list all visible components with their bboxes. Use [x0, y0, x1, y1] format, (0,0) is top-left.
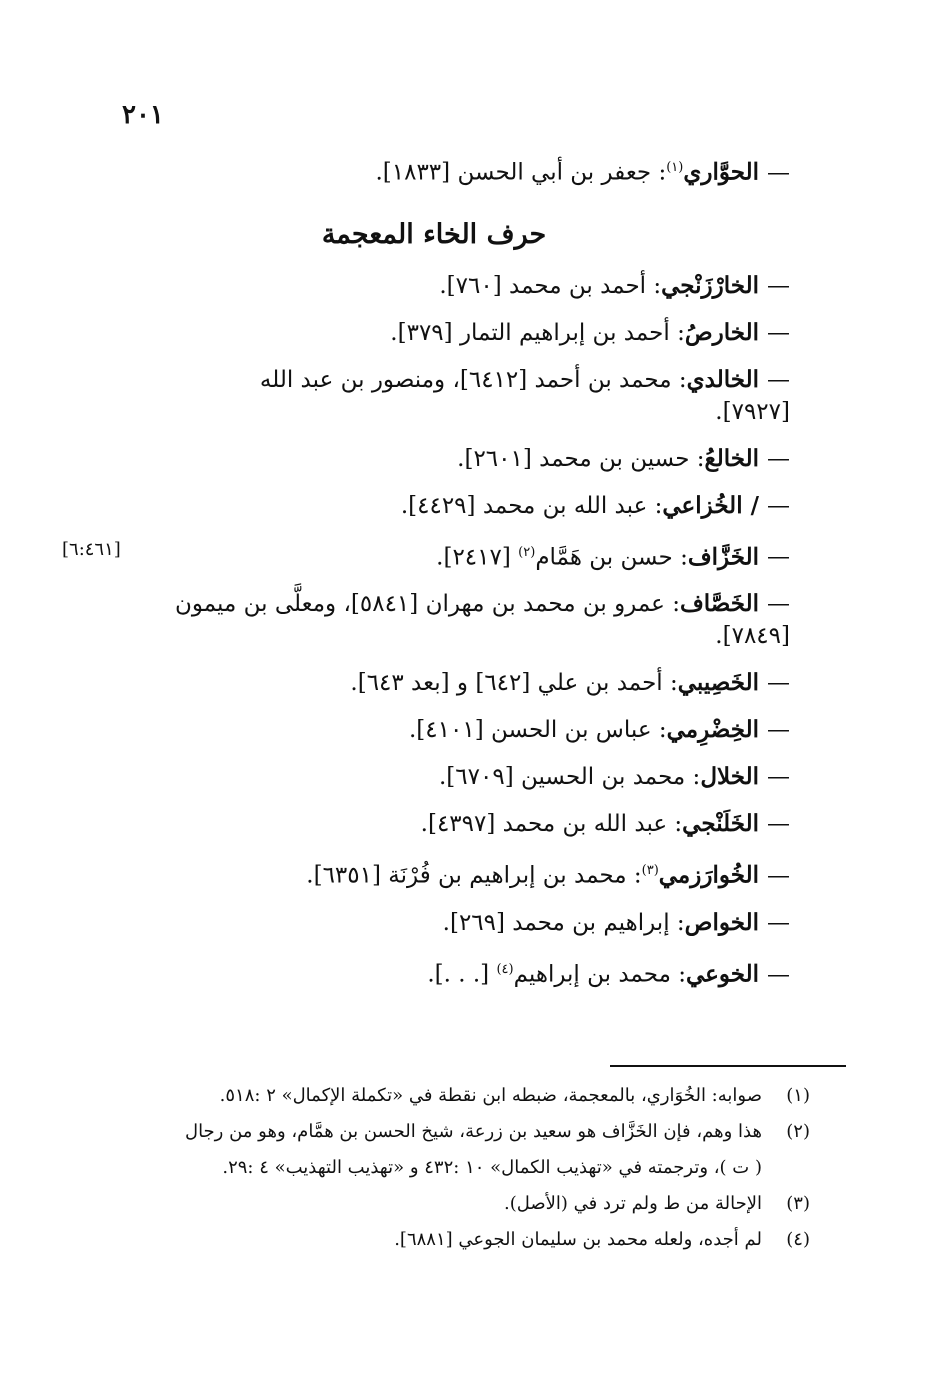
entry	[118, 364, 790, 428]
entry-dash: —	[767, 591, 790, 618]
entry	[118, 443, 790, 475]
footnote	[124, 1114, 810, 1186]
entry-dash: —	[767, 492, 790, 519]
entry-text: : محمد بن الحسين [٦٧٠٩].	[438, 764, 701, 791]
main-content	[118, 152, 790, 1006]
footnote-marker: (٢)	[518, 544, 536, 560]
footnote-marker: (٤)	[496, 961, 514, 977]
footnote-line: ( ت )، وترجمته في «تهذيب الكمال» ١٠ :٤٣٢ و «تهذيب التهذيب» ٤ :٢٩.	[222, 1157, 762, 1178]
entry-text: : إبراهيم بن محمد [٢٦٩].	[442, 909, 685, 936]
entry-dash: —	[767, 366, 790, 393]
entry-term: الخِضْرِمي	[666, 716, 759, 744]
entry	[118, 954, 790, 991]
entry	[118, 588, 790, 652]
entry-text: : أحمد بن إبراهيم التمار [٣٧٩].	[390, 319, 685, 346]
entry-text: : أحمد بن علي [٦٤٢] و [بعد ٦٤٣].	[350, 670, 678, 697]
entry-text: : محمد بن إبراهيم بن فُرْنَة [٦٣٥١].	[306, 862, 642, 889]
entry-term: الحوَّاري	[683, 158, 759, 186]
entry	[118, 270, 790, 302]
footnote-marker: (٣)	[641, 863, 659, 879]
entry-term: الخوعي	[685, 960, 759, 988]
entry-term: الخلال	[700, 763, 759, 791]
entry-list	[118, 270, 790, 991]
entry-text: : عبد الله بن محمد [٤٣٩٧].	[420, 811, 683, 838]
entry	[118, 907, 790, 939]
entry	[118, 808, 790, 840]
footnote-number: (٤)	[786, 1229, 810, 1250]
footnote-number: (٣)	[786, 1193, 810, 1214]
footnote-divider	[610, 1065, 846, 1067]
entry-first-line	[118, 364, 790, 396]
entry-text: : عباس بن الحسن [٤١٠١].	[409, 717, 667, 744]
entry-dash: —	[767, 670, 790, 697]
footnote-marker: (١)	[666, 160, 684, 175]
entry-dash: —	[767, 764, 790, 791]
entry-continuation: [٧٨٤٩].	[715, 623, 790, 650]
entry-text: [. . .].	[427, 961, 497, 988]
entry-text: : حسين بن محمد [٢٦٠١].	[457, 445, 705, 472]
footnote	[124, 1186, 810, 1222]
footnote-line: لم أجده، ولعله محمد بن سليمان الجوعي [٦٨٨١].	[394, 1229, 762, 1250]
entry-term: الخَصَّاف	[679, 590, 759, 618]
footnote-line: الإحالة من ط ولم ترد في (الأصل).	[503, 1193, 762, 1214]
entry-dash: —	[767, 862, 790, 889]
entry-first-line	[118, 588, 790, 620]
entry-term: / الخُزاعي	[662, 491, 759, 519]
footnote-number: (٢)	[786, 1121, 810, 1142]
footnote	[124, 1078, 810, 1114]
entry-text: : محمد بن أحمد [٦٤١٢]، ومنصور بن عبد الله	[259, 366, 687, 393]
entry	[118, 714, 790, 746]
entry-term: الخَصِيبي	[677, 669, 759, 697]
entry-term: الخُوارَزمي	[658, 861, 759, 889]
entry	[118, 490, 790, 522]
entry-text: [٢٤١٧].	[436, 544, 519, 571]
entry-text: : أحمد بن محمد [٧٦٠].	[439, 272, 662, 299]
pre-section-entries	[118, 152, 790, 189]
entry-text: : محمد بن إبراهيم	[513, 961, 686, 988]
footnote-line: هذا وهم، فإن الخَزَّاف هو سعيد بن زرعة، شيخ الحسن بن همَّام، وهو من رجال	[184, 1121, 762, 1142]
entry	[118, 537, 790, 574]
entry-term: الخالدي	[686, 365, 759, 393]
entry-dash: —	[767, 717, 790, 744]
footnote-line: صوابه: الخُوَاري، بالمعجمة، ضبطه ابن نقطة في «تكملة الإكمال» ٢ :٥١٨.	[219, 1085, 762, 1106]
entry-dash: —	[767, 909, 790, 936]
entry	[118, 667, 790, 699]
entry-term: الخَلَنْجي	[682, 810, 759, 838]
entry-dash: —	[767, 445, 790, 472]
entry-text: : حسن بن هَمَّام	[535, 544, 688, 571]
entry-text: : جعفر بن أبي الحسن [١٨٣٣].	[375, 159, 667, 186]
entry-continuation: [٧٩٢٧].	[715, 398, 790, 425]
entry	[118, 317, 790, 349]
entry-term: الخواص	[684, 908, 759, 936]
entry-text: : عمرو بن محمد بن مهران [٥٨٤١]، ومعلَّى بن ميمون	[174, 591, 680, 618]
entry	[118, 855, 790, 892]
entry-dash: —	[767, 272, 790, 299]
footnote-number: (١)	[786, 1085, 810, 1106]
entry-dash: —	[767, 159, 790, 186]
entry-dash: —	[767, 319, 790, 346]
entry-dash: —	[767, 811, 790, 838]
page-number: ٢٠١	[122, 100, 164, 130]
section-title: حرف الخاء المعجمة	[321, 218, 547, 250]
marginal-reference: [٦:٤٦١]	[62, 539, 121, 560]
footnotes	[124, 1078, 810, 1258]
entry-dash: —	[767, 544, 790, 571]
entry-term: الخارْزَنْجي	[661, 271, 759, 299]
entry-term: الخَزَّاف	[687, 543, 759, 571]
entry-text: : عبد الله بن محمد [٤٤٢٩].	[400, 492, 663, 519]
footnote	[124, 1222, 810, 1258]
entry-term: الخارصُ	[684, 318, 759, 346]
entry-dash: —	[767, 961, 790, 988]
entry	[118, 761, 790, 793]
entry-term: الخالعُ	[704, 444, 759, 472]
entry	[118, 152, 790, 189]
